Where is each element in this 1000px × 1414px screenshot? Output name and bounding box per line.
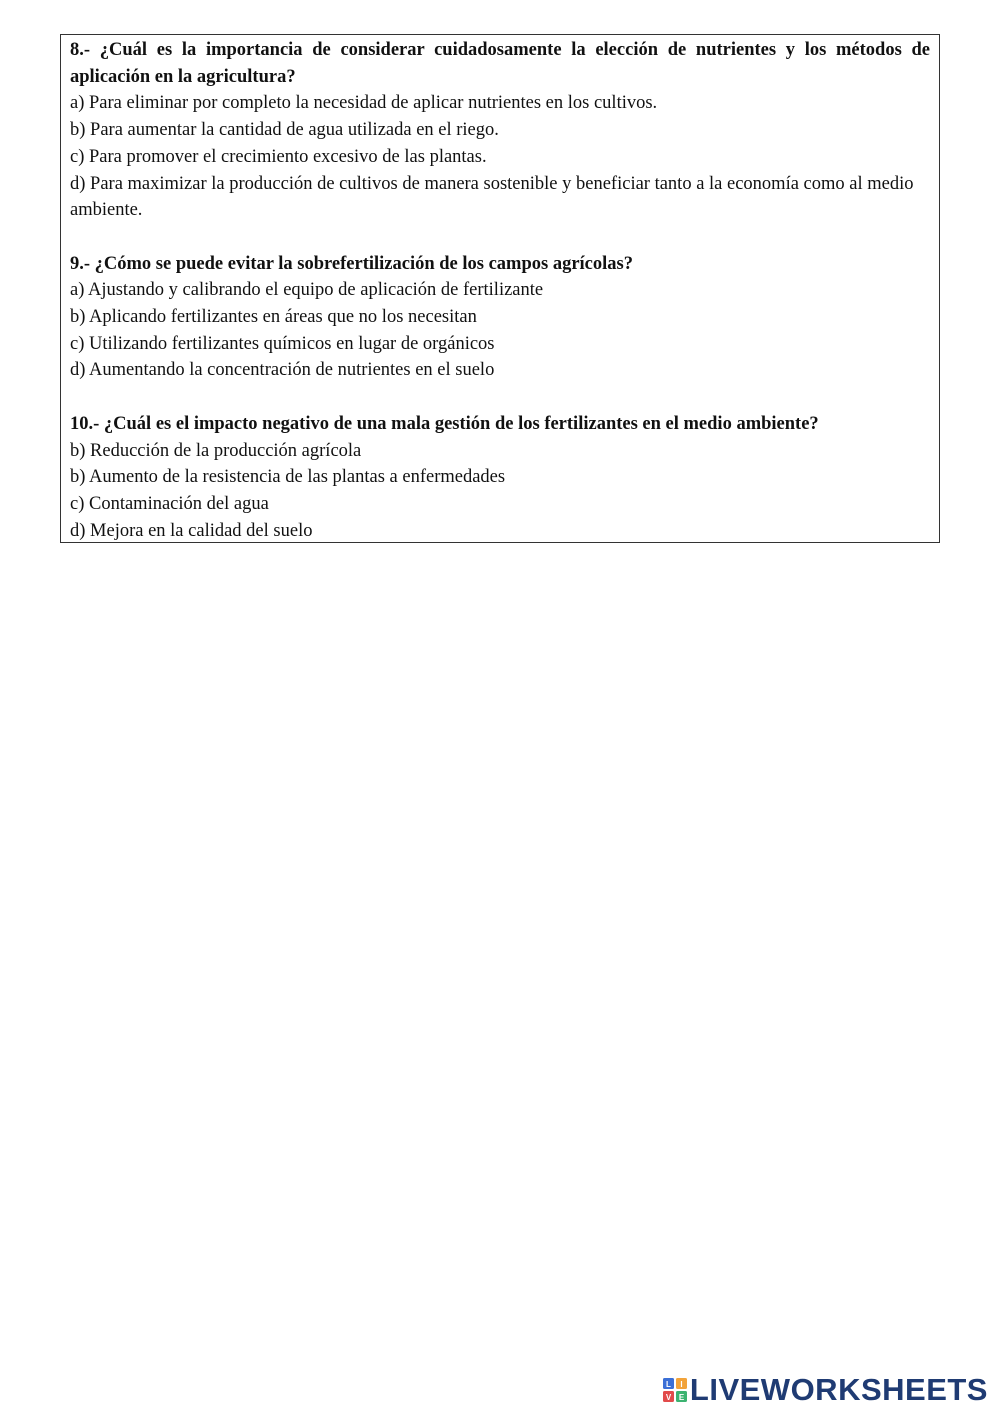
answer-option[interactable]: d) Para maximizar la producción de cultivos de manera sostenible y beneficiar tanto a la economía como al medio ambiente. bbox=[70, 173, 914, 221]
answer-option[interactable]: d) Aumentando la concentración de nutrientes en el suelo bbox=[70, 360, 495, 381]
answer-option[interactable]: a) Para eliminar por completo la necesidad de aplicar nutrientes en los cultivos. bbox=[70, 93, 658, 114]
liveworksheets-brand bbox=[663, 1372, 988, 1408]
liveworksheets-logo-icon bbox=[663, 1378, 687, 1402]
answer-option[interactable]: c) Contaminación del agua bbox=[70, 493, 269, 514]
answer-option[interactable]: d) Mejora en la calidad del suelo bbox=[70, 520, 313, 541]
answer-option[interactable]: a) Ajustando y calibrando el equipo de aplicación de fertilizante bbox=[70, 280, 544, 301]
answer-option[interactable]: b) Para aumentar la cantidad de agua utilizada en el riego. bbox=[70, 120, 499, 141]
answer-option[interactable]: c) Para promover el crecimiento excesivo de las plantas. bbox=[70, 146, 487, 167]
logo-letter-l: L bbox=[665, 1380, 671, 1389]
answer-option[interactable]: b) Aumento de la resistencia de las plantas a enfermedades bbox=[70, 467, 506, 488]
question-10 bbox=[70, 411, 930, 545]
brand-name: LIVEWORKSHEETS bbox=[689, 1372, 988, 1407]
quiz-box bbox=[60, 34, 940, 543]
question-title: 8.- ¿Cuál es la importancia de considerar cuidadosamente la elección de nutrientes y los métodos de aplicación en la agricultura? bbox=[70, 40, 930, 87]
question-title: 9.- ¿Cómo se puede evitar la sobrefertilización de los campos agrícolas? bbox=[70, 253, 633, 274]
question-8 bbox=[70, 37, 930, 224]
logo-letter-e: E bbox=[678, 1393, 685, 1402]
answer-option[interactable]: b) Reducción de la producción agrícola bbox=[70, 440, 362, 461]
logo-letter-i: I bbox=[680, 1380, 683, 1389]
answer-option[interactable]: b) Aplicando fertilizantes en áreas que no los necesitan bbox=[70, 307, 477, 328]
question-title: 10.- ¿Cuál es el impacto negativo de una mala gestión de los fertilizantes en el medio ambiente? bbox=[70, 413, 819, 434]
answer-option[interactable]: c) Utilizando fertilizantes químicos en lugar de orgánicos bbox=[70, 333, 495, 354]
question-9 bbox=[70, 251, 930, 385]
logo-letter-v: V bbox=[665, 1393, 672, 1402]
